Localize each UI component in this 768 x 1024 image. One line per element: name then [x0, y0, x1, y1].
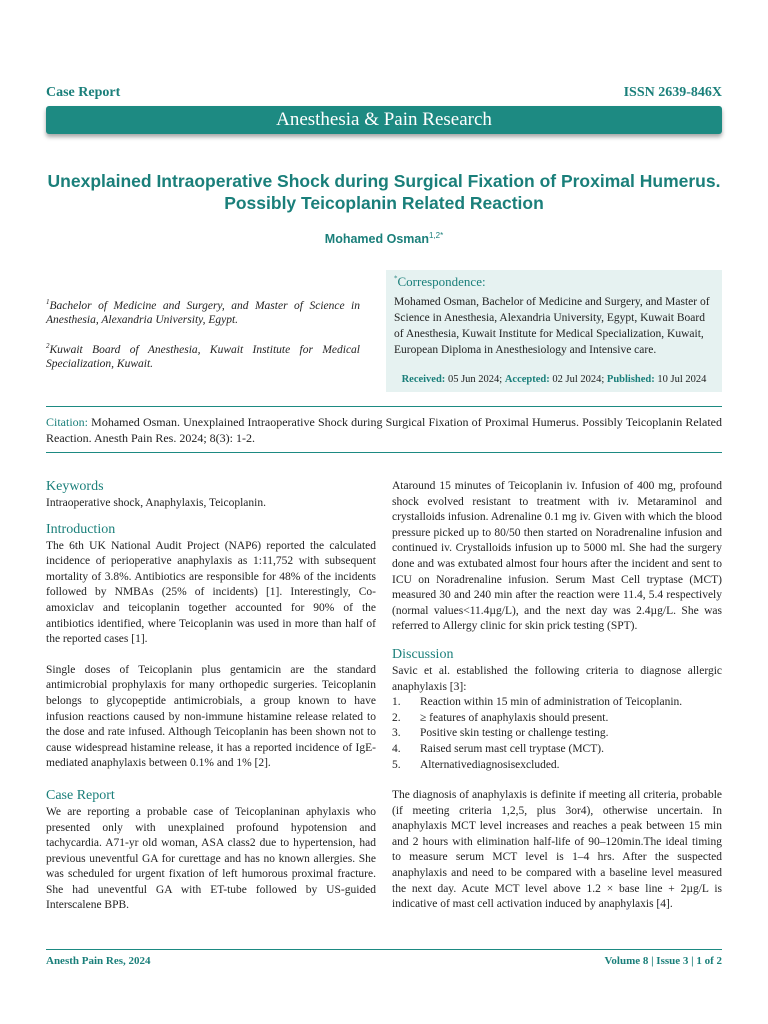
correspondence-sup: *: [394, 274, 398, 283]
citation-divider-top: [46, 406, 722, 407]
introduction-paragraph-2: Single doses of Teicoplanin plus gentamicin are the standard antimicrobial prophylaxis for many orthopedic surgeries. Teicoplanin belongs to glycopeptide antimicrobials, a group known to have infusion reactions caused by non-immune histamine release related to the dose and rate infused. Although Teicoplanin has been shown not to cause widespread histamine release, it has a reported incidence of IgE-mediated anaphylaxis between 0.1% and 1% [2].: [46, 663, 376, 770]
journal-name: Anesthesia & Pain Research: [276, 109, 492, 130]
affiliation-1: [46, 295, 360, 328]
footer-divider: [46, 949, 722, 950]
citation-label: Citation:: [46, 415, 88, 429]
citation-text: Mohamed Osman. Unexplained Intraoperative Shock during Surgical Fixation of Proximal Humerus. Possibly Teicoplanin Related Reaction. Anesth Pain Res. 2024; 8(3): 1-2.: [46, 415, 722, 445]
criteria-list: [392, 695, 722, 773]
received-label: Received:: [401, 374, 446, 385]
left-column: [46, 478, 376, 914]
issn: ISSN 2639-846X: [623, 85, 722, 100]
criteria-number: 1.: [392, 696, 401, 709]
keywords-heading: Keywords: [46, 479, 104, 494]
affiliation-1-text: Bachelor of Medicine and Surgery, and Master of Science in Anesthesia, Alexandria University, Egypt.: [46, 299, 360, 327]
article-type: Case Report: [46, 85, 121, 100]
correspondence-heading: [394, 274, 486, 290]
citation: [46, 414, 722, 446]
published-label: Published:: [606, 374, 655, 385]
article-title: Unexplained Intraoperative Shock during Surgical Fixation of Proximal Humerus. Possibly Teicoplanin Related Reaction: [47, 171, 721, 213]
criteria-number: 2.: [392, 711, 401, 724]
correspondence-box: [386, 270, 722, 392]
criteria-item: [392, 695, 722, 711]
article-dates: [386, 374, 722, 385]
affiliation-2-text: Kuwait Board of Anesthesia, Kuwait Institute for Medical Specialization, Kuwait.: [46, 343, 360, 371]
correspondence-text: Mohamed Osman, Bachelor of Medicine and Surgery, and Master of Science in Anesthesia, Alexandria University, Egypt, Kuwait Board of Anesthesia, Kuwait Institute for Medical Specialization, Kuwait, European Diploma in Anesthesiology and Intensive care.: [394, 296, 710, 356]
received-date: 05 Jun 2024;: [445, 374, 505, 385]
keywords-text: Intraoperative shock, Anaphylaxis, Teicoplanin.: [46, 497, 266, 509]
criteria-item: [392, 758, 722, 774]
criteria-text: Raised serum mast cell tryptase (MCT).: [420, 742, 604, 755]
accepted-date: 02 Jul 2024;: [549, 374, 607, 385]
introduction-paragraph-1: The 6th UK National Audit Project (NAP6) reported the calculated incidence of perioperative anaphylaxis as 1:11,752 with subsequent mortality of 3.8%. Antibiotics are responsible for 48% of the incidents followed by NMBAs (25% of incidents) [1]. Interestingly, Co-amoxiclav and teicoplanin together accounted for 90% of the antibiotics identified, where Teicoplanin was used in more than half of the reported cases [1].: [46, 539, 376, 646]
criteria-text: Positive skin testing or challenge testing.: [420, 727, 609, 740]
published-date: 10 Jul 2024: [654, 374, 707, 385]
affiliation-1-sup: 1: [46, 298, 50, 306]
right-column: [392, 479, 722, 913]
author-sup: 1,2*: [428, 231, 444, 240]
accepted-label: Accepted:: [504, 374, 550, 385]
criteria-text: Alternativediagnosisexcluded.: [420, 758, 560, 771]
case-report-paragraph-2: Ataround 15 minutes of Teicoplanin iv. Infusion of 400 mg, profound shock evolved resistant to treatment with iv. Metaraminol and crystalloids infusion. Adrenaline 0.1 mg iv. Given with which the blood pressure picked up to 80/50 then started on Noradrenaline infusion and continued iv. Crystalloids infusion up to 5000 ml. She had the surgery done and was extubated almost four hours after the incident and sent to ICU on Noradrenaline infusion. Serum Mast Cell tryptase (MCT) measured 30 and 240 min after the reaction were 11.4, 5.4 respectively (normal values<11.4µg/L), and the next day was 2.4µg/L. She was referred to Allergy clinic for skin prick testing (SPT).: [392, 480, 722, 633]
criteria-text: Reaction within 15 min of administration of Teicoplanin.: [420, 696, 683, 709]
introduction-heading: Introduction: [46, 521, 116, 537]
affiliation-2: [46, 339, 360, 372]
footer-journal: Anesth Pain Res, 2024: [46, 955, 151, 967]
discussion-heading: Discussion: [392, 646, 454, 662]
criteria-number: 4.: [392, 742, 401, 755]
footer-page-info: Volume 8 | Issue 3 | 1 of 2: [604, 955, 722, 967]
correspondence-heading-text: Correspondence:: [397, 274, 486, 289]
author-name: Mohamed Osman: [324, 232, 429, 247]
criteria-text: ≥ features of anaphylaxis should present.: [420, 711, 609, 724]
criteria-number: 5.: [392, 758, 401, 771]
criteria-number: 3.: [392, 727, 401, 740]
criteria-item: [392, 711, 722, 727]
discussion-intro: Savic et al. established the following criteria to diagnose allergic anaphylaxis [3]:: [392, 664, 722, 693]
case-report-heading: Case Report: [46, 787, 115, 803]
criteria-item: [392, 742, 722, 758]
author-line: [46, 231, 722, 246]
case-report-paragraph-1: We are reporting a probable case of Teicoplaninan aphylaxis who presented only with unexplained profound hypotension and tachycardia. A71-yr old woman, ASA class2 due to hypertension, had previous uneventful GA for curettage and has no known allergies. She was scheduled for urgent fixation of left humorous proximal fracture. She had uneventful GA with ET-tube followed by US-guided Interscalene BPB.: [46, 805, 376, 912]
journal-banner: [46, 106, 722, 134]
citation-divider-bottom: [46, 452, 722, 453]
affiliation-2-sup: 2: [46, 342, 50, 350]
criteria-item: [392, 726, 722, 742]
discussion-paragraph-2: The diagnosis of anaphylaxis is definite if meeting all criteria, probable (if meeting criteria 1,2,5, plus 3or4), otherwise uncertain. In anaphylaxis MCT level increases and reaches a peak between 15 min and 2 hours with elimination half-life of 90–120min.The ideal timing to measure serum MCT level is 1–4 hrs. After the suspected anaphylaxis and need to be compared with a baseline level measured the next day. Acute MCT level above 1.2 × base line + 2µg/L is indicative of mast cell activation induced by anaphylaxis [4].: [392, 789, 722, 911]
